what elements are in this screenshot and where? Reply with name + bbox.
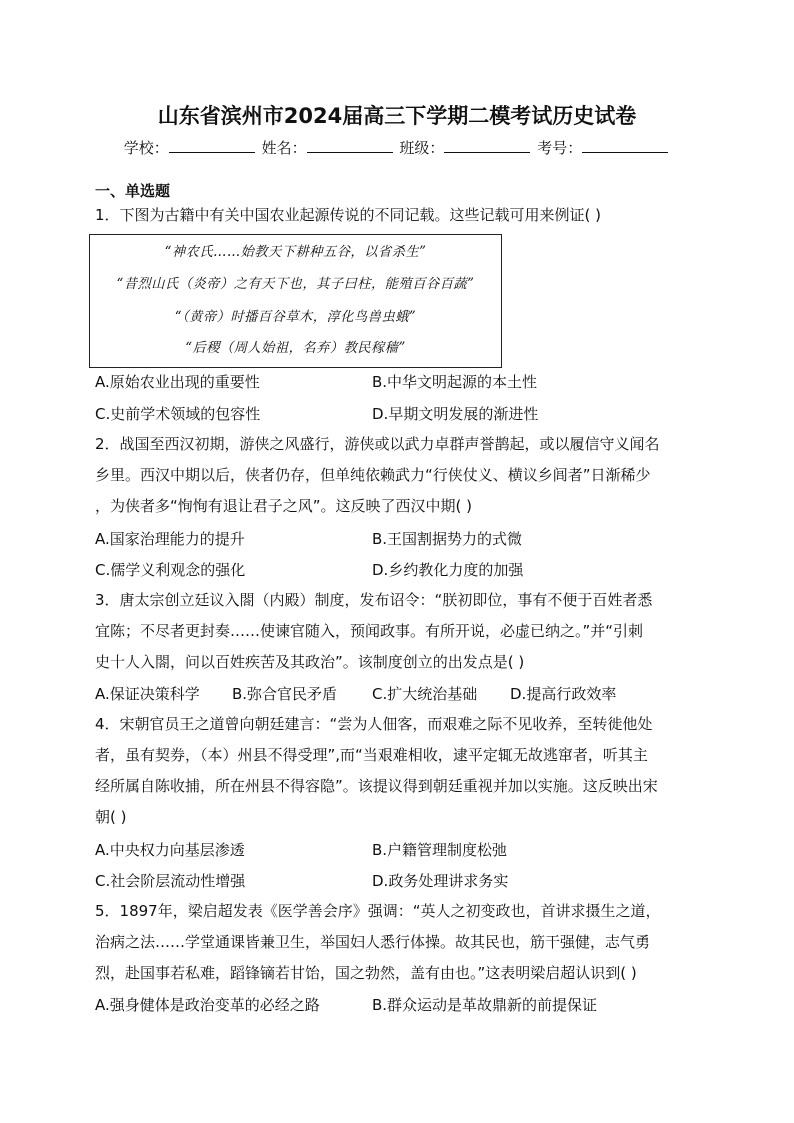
q1-option-d[interactable]: D.早期文明发展的渐进性 [372,405,539,423]
q5-stem-line: 5．1897年，梁启超发表《医学善会序》强调：“英人之初变政也，首讲求摄生之道， [95,902,661,920]
q1-option-a[interactable]: A.原始农业出现的重要性 [95,373,260,391]
q2-stem-line: 乡里。西汉中期以后，侠者仍存，但单纯依赖武力“行侠仗义、横议乡闾者”日渐稀少 [95,466,651,484]
q4-option-d[interactable]: D.政务处理讲求务实 [372,872,509,890]
q2-option-b[interactable]: B.王国割据势力的式微 [372,530,523,548]
q4-option-b[interactable]: B.户籍管理制度松弛 [372,841,508,859]
q1-quote: “后稷（周人始祖，名弃）教民稼穑” [185,340,406,356]
q4-stem-line: 4．宋朝官员王之道曾向朝廷建言：“尝为人佃客，而艰难之际不见收养，至转徙他处 [95,715,653,733]
q5-stem-line: 烈，赴国事若私难，蹈锋镝若甘饴，国之勃然，盖有由也。”这表明梁启超认识到( ) [95,964,637,982]
q1-option-c[interactable]: C.史前学术领域的包容性 [95,405,261,423]
q2-option-c[interactable]: C.儒学义利观念的强化 [95,561,246,579]
q2-stem-line: 2．战国至西汉初期，游侠之风盛行，游侠或以武力卓群声誉鹊起，或以履信守义闻名 [95,435,660,453]
q3-stem-line: 史十人入閤，问以百姓疾苦及其政治”。该制度创立的出发点是( ) [95,653,525,671]
q4-stem-line: 经所属自陈收捕，所在州县不得容隐”。该提议得到朝廷重视并加以实施。这反映出宋 [95,777,658,795]
q2-option-a[interactable]: A.国家治理能力的提升 [95,530,245,548]
q3-option-c[interactable]: C.扩大统治基础 [372,685,478,703]
school-label: 学校： [123,139,169,157]
q3-option-a[interactable]: A.保证决策科学 [95,685,200,703]
name-blank[interactable] [307,138,393,153]
class-blank[interactable] [444,138,530,153]
q2-option-d[interactable]: D.乡约教化力度的加强 [372,561,524,579]
q5-stem-line: 治病之法……学堂通课皆兼卫生，举国妇人悉行体操。故其民也，筋干强健，志气勇 [95,933,651,951]
q3-option-d[interactable]: D.提高行政效率 [510,685,617,703]
q1-quote: “（黄帝）时播百谷草木，淳化鸟兽虫蛾” [174,309,417,325]
exam-number-blank[interactable] [582,138,668,153]
q5-option-a[interactable]: A.强身健体是政治变革的必经之路 [95,996,320,1014]
school-blank[interactable] [169,138,255,153]
q3-stem-line: 宜陈；不尽者更封奏……使谏官随入，预闻政事。有所开说，必虚已纳之。”并“引刺 [95,622,644,640]
q3-option-b[interactable]: B.弥合官民矛盾 [232,685,338,703]
q3-stem-line: 3．唐太宗创立廷议入閤（内殿）制度，发布诏令：“朕初即位，事有不便于百姓者悉 [95,591,653,609]
q1-stem: 1．下图为古籍中有关中国农业起源传说的不同记载。这些记载可用来例证( ) [95,206,602,224]
section-heading: 一、单选题 [95,182,171,200]
q5-option-b[interactable]: B.群众运动是革故鼎新的前提保证 [372,996,598,1014]
q4-stem-line: 朝( ) [95,808,127,826]
student-info-row [0,137,794,158]
q1-option-b[interactable]: B.中华文明起源的本土性 [372,373,538,391]
q1-quote: “神农氏……始教天下耕种五谷，以省杀生” [164,244,427,260]
class-label: 班级： [399,139,445,157]
q2-stem-line: ，为侠者多“恂恂有退让君子之风”。这反映了西汉中期( ) [95,497,473,515]
q1-quote: “昔烈山氏（炎帝）之有天下也，其子曰柱，能殖百谷百蔬” [116,276,475,292]
exam-number-label: 考号： [537,139,583,157]
name-label: 姓名： [261,139,307,157]
q4-option-c[interactable]: C.社会阶层流动性增强 [95,872,246,890]
exam-title: 山东省滨州市2024届高三下学期二模考试历史试卷 [157,104,637,128]
q4-stem-line: 者，虽有契券，（本）州县不得受理”,而“当艰难相收，逮平定辄无故逃窜者，听其主 [95,746,648,764]
q4-option-a[interactable]: A.中央权力向基层渗透 [95,841,245,859]
